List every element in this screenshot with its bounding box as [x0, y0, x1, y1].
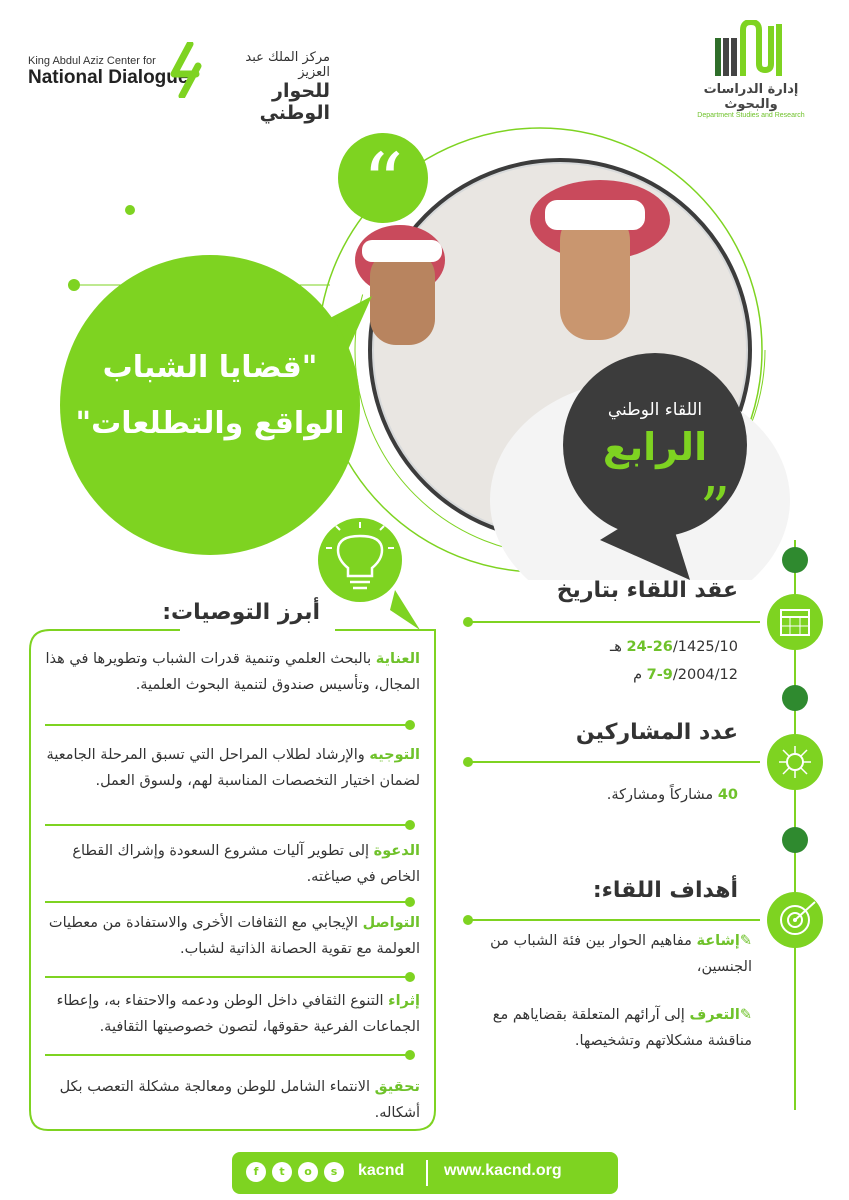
decorative-dot	[125, 205, 135, 215]
date-greg-rest: /2004/12 م	[633, 667, 738, 683]
department-name-en: Department Studies and Research	[697, 112, 805, 119]
goal-highlight: إشاعة	[696, 933, 740, 949]
goal-text: مفاهيم الحوار بين فئة الشباب من الجنسين،	[490, 933, 752, 975]
snapchat-icon[interactable]: s	[324, 1162, 344, 1182]
recommendation-item	[40, 742, 420, 794]
footer-bar	[232, 1152, 618, 1194]
goals-title: أهداف اللقاء:	[592, 878, 738, 903]
recommendation-highlight: تحقيق	[374, 1079, 420, 1095]
recommendations-title: أبرز التوصيات:	[162, 600, 320, 625]
date-hijri	[480, 634, 738, 660]
date-greg-days: 7-9	[646, 667, 673, 683]
recommendation-text: الانتماء الشامل للوطن ومعالجة مشكلة التعصب بكل أشكاله.	[59, 1079, 420, 1121]
recommendation-highlight: العناية	[375, 651, 420, 667]
participants-count: 40	[717, 787, 738, 803]
recommendation-text: الإيجابي مع الثقافات الأخرى والاستفادة من معطيات العولمة مع تقوية الحصانة الذاتية لشباب.	[48, 915, 420, 957]
network-icon	[767, 734, 823, 790]
timeline-dot	[782, 547, 808, 573]
participants-label: مشاركاً ومشاركة.	[606, 787, 714, 803]
goal-bullet-icon: ✎	[739, 1007, 752, 1023]
instagram-icon[interactable]: o	[298, 1162, 318, 1182]
footer-website-link[interactable]: www.kacnd.org	[444, 1162, 562, 1179]
kacnd-en-line2: National Dialogue	[28, 67, 189, 88]
recommendation-item	[40, 988, 420, 1040]
recommendation-item	[40, 838, 420, 890]
recommendation-highlight: إثراء	[388, 993, 420, 1009]
recommendation-text: التنوع الثقافي داخل الوطن ودعمه والاحتفاء به، وإعطاء الجماعات الفرعية حقوقها، لتصون خصوصيتها الثقافية.	[56, 993, 420, 1035]
kacnd-ar-line2: للحوار الوطني	[259, 80, 330, 124]
quote-icon-top: “	[362, 136, 404, 229]
goal-highlight: التعرف	[689, 1007, 740, 1023]
meeting-number: الرابع	[602, 425, 708, 469]
kacnd-en-line1: King Abdul Aziz Center for	[28, 55, 156, 67]
footer-handle[interactable]: kacnd	[358, 1162, 405, 1179]
twitter-icon[interactable]: t	[272, 1162, 292, 1182]
recommendation-item	[40, 646, 420, 698]
date-hijri-days: 24-26	[626, 639, 673, 655]
recommendation-item	[40, 1074, 420, 1126]
facebook-icon[interactable]: f	[246, 1162, 266, 1182]
date-hijri-rest: /1425/10 هـ	[609, 639, 738, 655]
footer-divider	[426, 1160, 428, 1186]
recommendation-highlight: الدعوة	[373, 843, 420, 859]
goal-text: إلى آرائهم المتعلقة بقضاياهم مع مناقشة مشكلاتهم وتشخيصها.	[492, 1007, 752, 1049]
recommendation-item	[40, 910, 420, 962]
kacnd-ar-line1: مركز الملك عبد العزيز	[245, 50, 330, 80]
recommendation-text: بالبحث العلمي وتنمية قدرات الشباب وتطويرها في هذا المجال، وتأسيس صندوق لتنمية البحوث العلمية.	[45, 651, 420, 693]
department-name-ar: إدارة الدراسات والبحوث	[703, 82, 799, 112]
participants-title: عدد المشاركين	[575, 720, 738, 745]
lightbulb-bubble	[318, 518, 402, 602]
meeting-label: اللقاء الوطني	[607, 400, 703, 420]
decorative-dot	[68, 279, 80, 291]
timeline-dot	[782, 685, 808, 711]
event-title-line2: الواقع والتطلعات"	[75, 406, 345, 441]
goal-item	[470, 928, 752, 980]
hero-graphics	[0, 60, 849, 580]
timeline-dot	[782, 827, 808, 853]
participants-text	[480, 782, 738, 808]
recommendation-text: والإرشاد لطلاب المراحل التي تسبق المرحلة الجامعية لضمان اختيار التخصصات المناسبة لهم، ولسوق العمل.	[46, 747, 420, 789]
quote-icon-bottom: ”	[699, 475, 731, 545]
calendar-icon	[767, 594, 823, 650]
recommendation-highlight: التوجيه	[369, 747, 420, 763]
recommendation-highlight: التواصل	[362, 915, 420, 931]
goal-bullet-icon: ✎	[739, 933, 752, 949]
event-title-line1: "قضايا الشباب	[102, 350, 318, 385]
date-greg	[480, 662, 738, 688]
goal-item	[470, 1002, 752, 1054]
date-title: عقد اللقاء بتاريخ	[556, 578, 738, 603]
event-title	[60, 340, 360, 452]
recommendation-text: إلى تطوير آليات مشروع السعودة وإشراك القطاع الخاص في صياغته.	[72, 843, 420, 885]
